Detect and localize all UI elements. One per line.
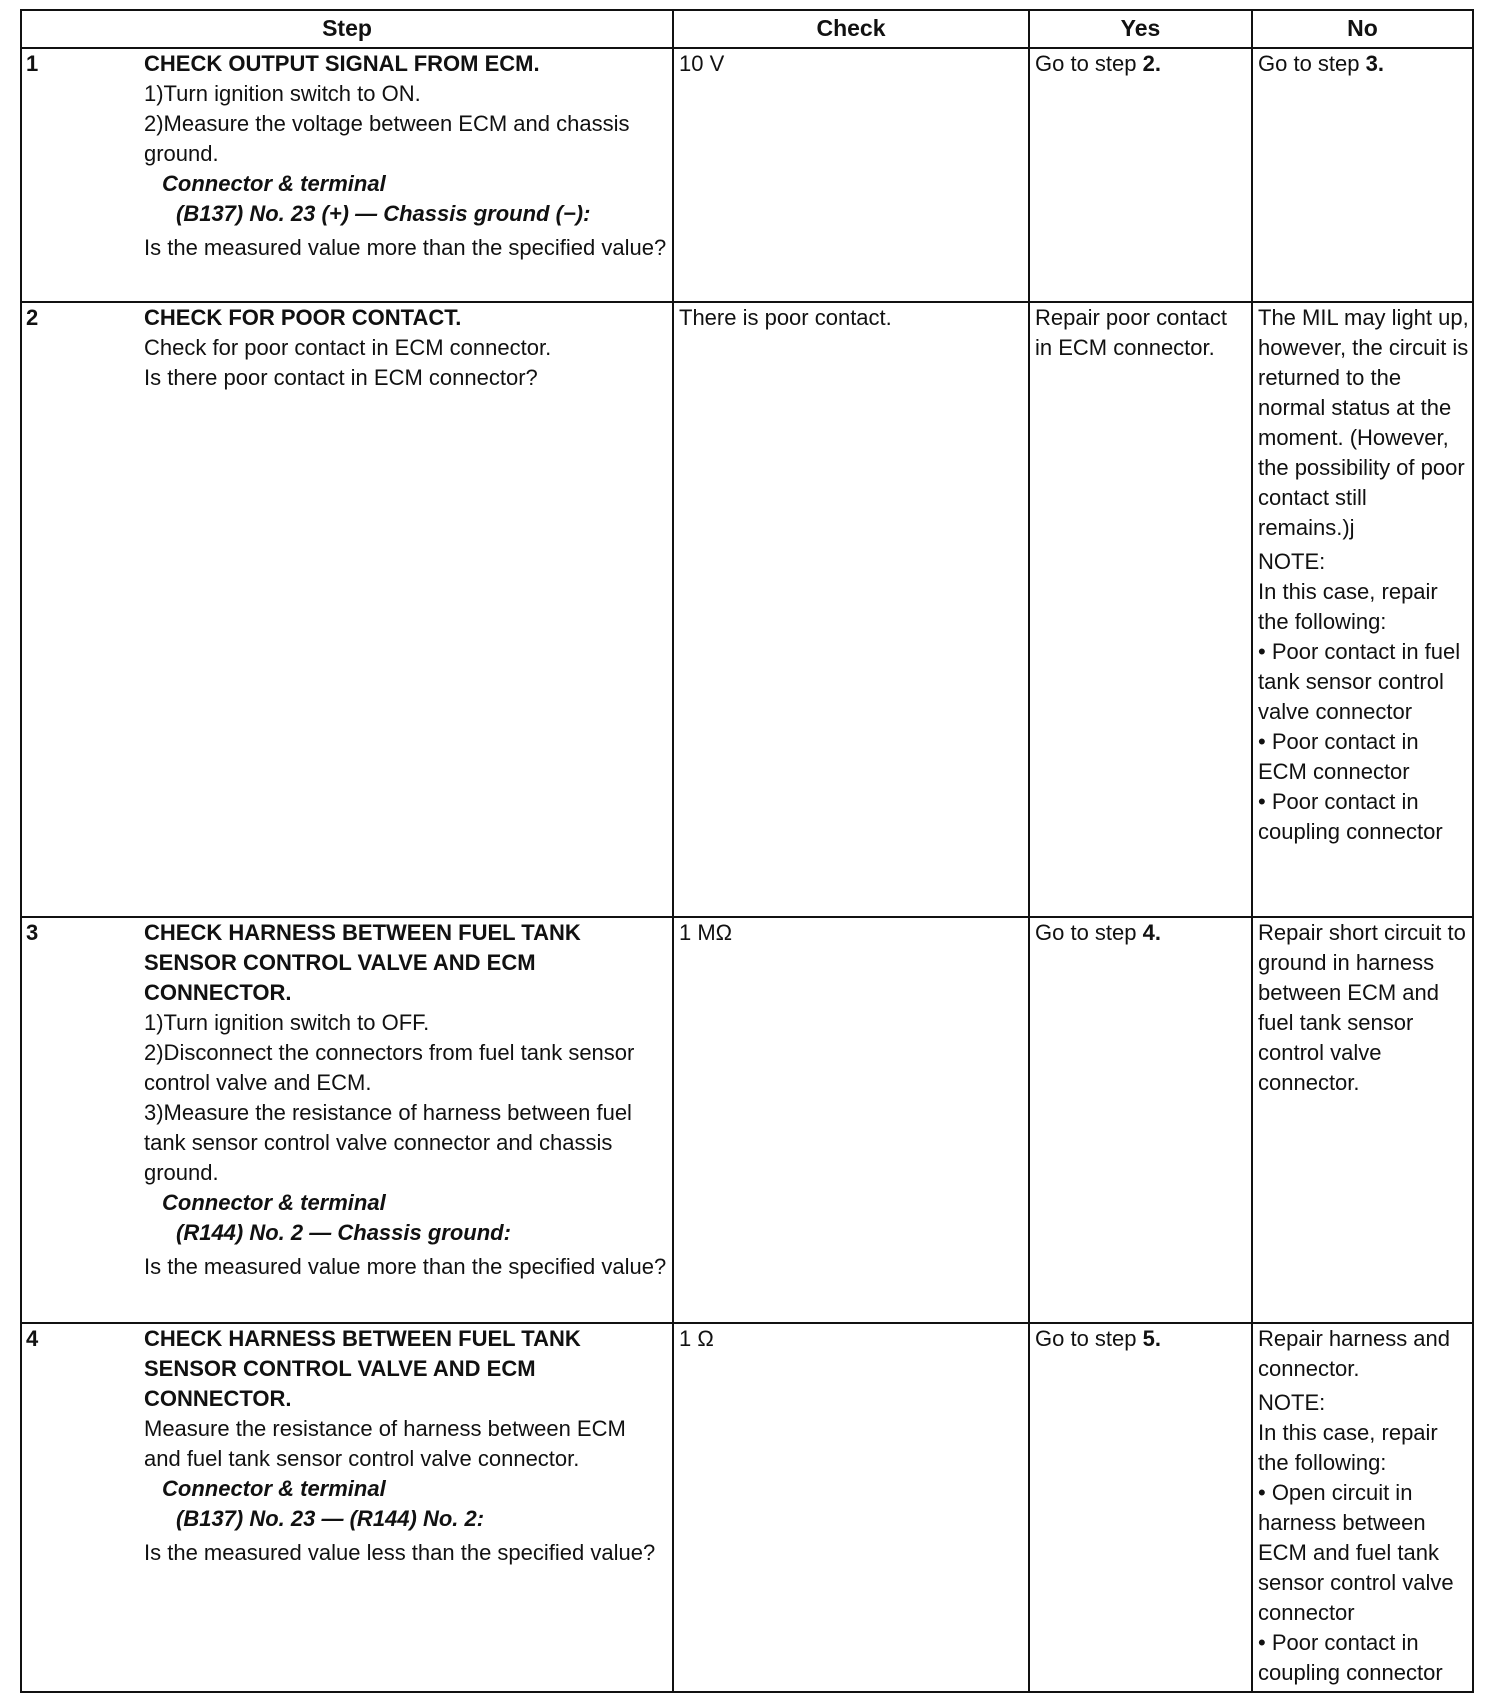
no-text: Go to step <box>1258 51 1366 76</box>
check-cell <box>673 48 1029 302</box>
no-cell <box>1252 1323 1473 1692</box>
yes-cell <box>1029 302 1252 917</box>
yes-cell <box>1029 1323 1252 1692</box>
step-question: Is the measured value less than the specified value? <box>144 1540 656 1565</box>
note-bullet: • Poor contact in ECM connector <box>1258 729 1419 784</box>
connector-value: (B137) No. 23 (+) — Chassis ground (−): <box>176 201 591 226</box>
no-cell <box>1252 48 1473 302</box>
note-intro: In this case, repair the following: <box>1258 579 1438 634</box>
header-yes: Yes <box>1029 10 1252 48</box>
connector-value: (B137) No. 23 — (R144) No. 2: <box>176 1506 485 1531</box>
yes-step: 4. <box>1142 920 1161 945</box>
header-step: Step <box>21 10 673 48</box>
note-bullet: • Poor contact in coupling connector <box>1258 789 1443 844</box>
step-line: Check for poor contact in ECM connector. <box>144 335 552 360</box>
step-title: CHECK HARNESS BETWEEN FUEL TANK SENSOR CONTROL VALVE AND ECM CONNECTOR. <box>144 1326 581 1411</box>
table-row <box>21 917 1473 1323</box>
step-number: 4 <box>26 1326 39 1351</box>
step-question: Is the measured value more than the specified value? <box>144 1254 667 1279</box>
step-line: 1)Turn ignition switch to OFF. <box>144 1010 430 1035</box>
step-line: 3)Measure the resistance of harness between fuel tank sensor control valve connector and chassis ground. <box>144 1100 632 1185</box>
step-title: CHECK HARNESS BETWEEN FUEL TANK SENSOR CONTROL VALVE AND ECM CONNECTOR. <box>144 920 581 1005</box>
note-label: NOTE: <box>1258 549 1326 574</box>
step-question: Is the measured value more than the specified value? <box>144 235 667 260</box>
yes-text: Go to step <box>1035 51 1143 76</box>
step-line: 1)Turn ignition switch to ON. <box>144 81 421 106</box>
table-row <box>21 48 1473 302</box>
table-row <box>21 302 1473 917</box>
yes-cell <box>1029 48 1252 302</box>
no-text: Repair harness and connector. <box>1258 1326 1451 1381</box>
step-number: 3 <box>26 920 39 945</box>
connector-label: Connector & terminal <box>162 1476 386 1501</box>
note-label: NOTE: <box>1258 1390 1326 1415</box>
connector-value: (R144) No. 2 — Chassis ground: <box>176 1220 511 1245</box>
check-value: 1 Ω <box>679 1326 714 1351</box>
step-line: 2)Measure the voltage between ECM and chassis ground. <box>144 111 630 166</box>
no-text: Repair short circuit to ground in harness between ECM and fuel tank sensor control valve connector. <box>1258 920 1466 1095</box>
step-title: CHECK OUTPUT SIGNAL FROM ECM. <box>144 51 540 76</box>
yes-step: 5. <box>1142 1326 1161 1351</box>
step-line: Measure the resistance of harness between ECM and fuel tank sensor control valve connector. <box>144 1416 626 1471</box>
check-cell <box>673 917 1029 1323</box>
step-cell <box>21 917 673 1323</box>
note-bullet: • Open circuit in harness between ECM and fuel tank sensor control valve connector <box>1258 1480 1454 1625</box>
step-title: CHECK FOR POOR CONTACT. <box>144 305 462 330</box>
header-no: No <box>1252 10 1473 48</box>
note-intro: In this case, repair the following: <box>1258 1420 1438 1475</box>
yes-text: Repair poor contact in ECM connector. <box>1035 305 1227 360</box>
check-value: 10 V <box>679 51 725 76</box>
step-line: Is there poor contact in ECM connector? <box>144 365 538 390</box>
yes-text: Go to step <box>1035 920 1143 945</box>
yes-step: 2. <box>1142 51 1161 76</box>
step-number: 1 <box>26 51 39 76</box>
note-bullet: • Poor contact in fuel tank sensor control valve connector <box>1258 639 1461 724</box>
header-row <box>21 10 1473 48</box>
diagnostic-table <box>20 9 1474 1693</box>
connector-label: Connector & terminal <box>162 171 386 196</box>
step-line: 2)Disconnect the connectors from fuel tank sensor control valve and ECM. <box>144 1040 635 1095</box>
yes-text: Go to step <box>1035 1326 1143 1351</box>
no-cell <box>1252 302 1473 917</box>
no-text: The MIL may light up, however, the circuit is returned to the normal status at the moment. (However, the possibility of poor contact still remains.)j <box>1258 305 1469 540</box>
table-row <box>21 1323 1473 1692</box>
check-cell <box>673 1323 1029 1692</box>
check-value: 1 MΩ <box>679 920 733 945</box>
step-number: 2 <box>26 305 39 330</box>
no-step: 3. <box>1365 51 1384 76</box>
step-cell <box>21 1323 673 1692</box>
connector-label: Connector & terminal <box>162 1190 386 1215</box>
step-cell <box>21 48 673 302</box>
check-value: There is poor contact. <box>679 305 892 330</box>
header-check: Check <box>673 10 1029 48</box>
step-cell <box>21 302 673 917</box>
no-cell <box>1252 917 1473 1323</box>
note-bullet: • Poor contact in coupling connector <box>1258 1630 1443 1685</box>
yes-cell <box>1029 917 1252 1323</box>
check-cell <box>673 302 1029 917</box>
